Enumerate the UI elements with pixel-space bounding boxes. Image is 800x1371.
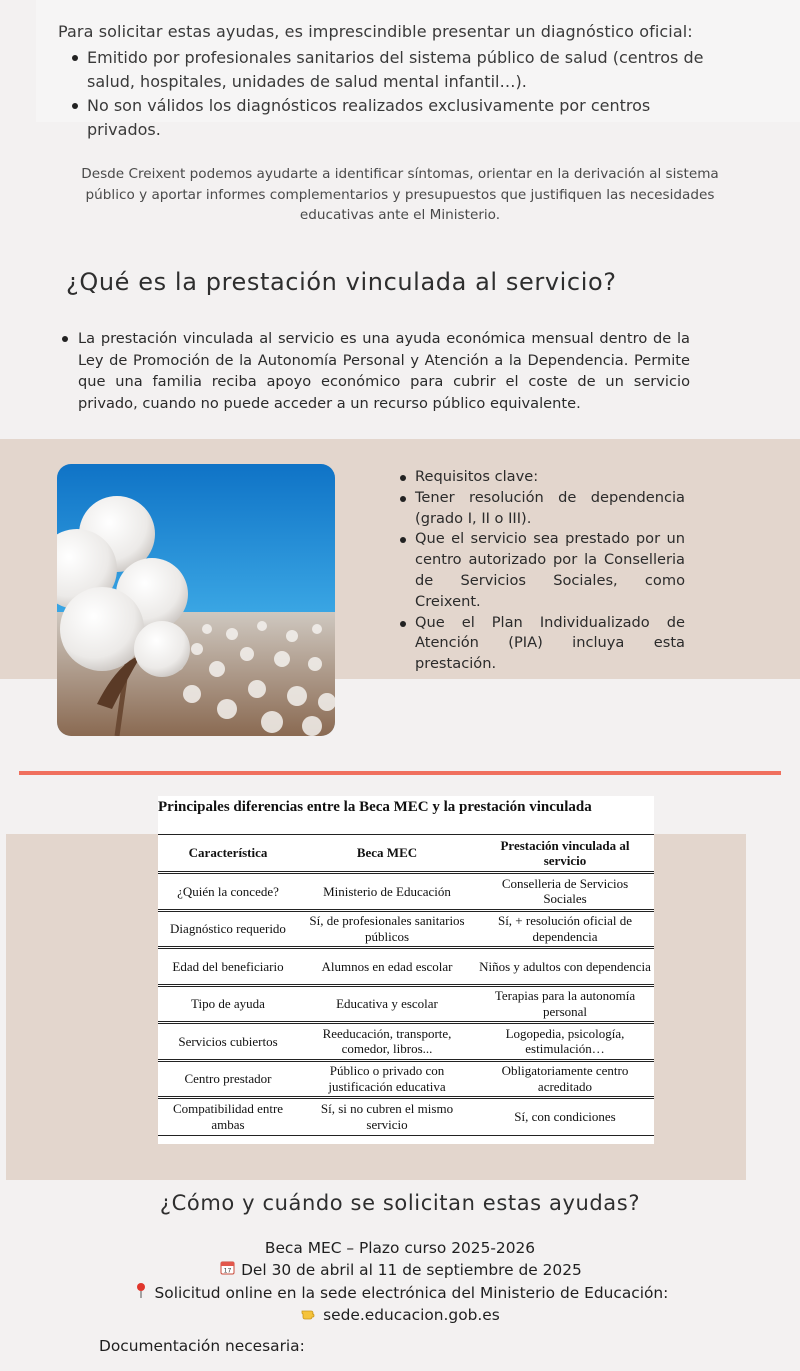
table-cell: Tipo de ayuda (191, 996, 265, 1011)
table-cell: Educativa y escolar (336, 996, 438, 1011)
table-cell: Sí, + resolución oficial de dependencia (497, 913, 633, 944)
requirements-list (415, 467, 685, 675)
table-cell: Sí, con condiciones (514, 1109, 616, 1124)
date-range: Del 30 de abril al 11 de septiembre de 2025 (241, 1261, 582, 1280)
table-cell: Ministerio de Educación (323, 883, 451, 899)
table-row (158, 985, 654, 1023)
header-cell: Característica (188, 845, 268, 861)
comparison-table (158, 834, 654, 1136)
list-item: Que el Plan Individualizado de Atención (PIA) incluya esta prestación. (415, 613, 685, 675)
online-application-line (0, 1282, 800, 1304)
table-cell: ¿Quién la concede? (177, 883, 279, 899)
table-row (158, 1098, 654, 1136)
table-cell: Público o privado con justificación educativa (328, 1063, 446, 1094)
list-item: Tener resolución de dependencia (grado I, II o III). (415, 488, 685, 530)
cotton-field-illustration (57, 464, 335, 736)
svg-text:17: 17 (223, 1267, 231, 1275)
cotton-field-photo (57, 464, 335, 736)
beca-mec-period: Beca MEC – Plazo curso 2025-2026 (264, 1239, 536, 1257)
table-cell: Diagnóstico requerido (170, 921, 286, 936)
table-cell: Niños y adultos con dependencia (479, 958, 651, 974)
table-cell: Compatibilidad entre ambas (172, 1101, 284, 1132)
table-cell: Servicios cubiertos (178, 1033, 278, 1049)
online-application-text: Solicitud online en la sede electrónica del Ministerio de Educación: (154, 1283, 669, 1302)
sede-link-line (0, 1304, 800, 1326)
accent-divider (19, 771, 781, 775)
creixent-paragraph: Desde Creixent podemos ayudarte a identificar síntomas, orientar en la derivación al sistema público y aportar informes complementarios y presupuestos que justifiquen las necesidades educativas ante el Ministerio. (81, 166, 719, 223)
diagnosis-intro: Para solicitar estas ayudas, es imprescindible presentar un diagnóstico oficial: (58, 22, 693, 41)
table-cell: Logopedia, psicología, estimulación… (505, 1025, 625, 1057)
table-cell: Obligatoriamente centro acreditado (501, 1063, 629, 1094)
table-cell: Centro prestador (184, 1071, 272, 1086)
table-cell: Terapias para la autonomía personal (494, 988, 636, 1019)
table-cell: Conselleria de Servicios Sociales (501, 875, 629, 907)
table-row (158, 948, 654, 986)
table-header-row (158, 835, 654, 873)
table-row (158, 873, 654, 911)
calendar-icon (218, 1259, 236, 1281)
table-row (158, 1023, 654, 1061)
table-cell: Sí, si no cubren el mismo servicio (320, 1101, 454, 1132)
pointing-hand-icon (300, 1304, 318, 1326)
list-item: La prestación vinculada al servicio es una ayuda económica mensual dentro de la Ley de Promoción de la Autonomía Personal y Atención a la Dependencia. Permite que una familia reciba apoyo económico para cubrir el coste de un servicio privado, cuando no puede acceder a un recurso público equivalente. (78, 328, 690, 414)
header-cell: Prestación vinculada al servicio (500, 837, 630, 868)
table-cell: Alumnos en edad escolar (321, 958, 453, 974)
section-heading-how: ¿Cómo y cuándo se solicitan estas ayudas? (159, 1191, 641, 1215)
beca-mec-details (0, 1237, 800, 1327)
table-cell: Reeducación, transporte, comedor, libros... (322, 1025, 452, 1057)
table-row (158, 1060, 654, 1098)
list-item: Requisitos clave: (415, 467, 685, 488)
diagnosis-list (87, 46, 707, 142)
list-item: Emitido por profesionales sanitarios del sistema público de salud (centros de salud, hospitales, unidades de salud mental infantil…). (87, 46, 707, 94)
list-item: No son válidos los diagnósticos realizados exclusivamente por centros privados. (87, 94, 707, 142)
table-cell: Edad del beneficiario (172, 958, 284, 974)
table-row (158, 910, 654, 948)
section-heading-prestacion: ¿Qué es la prestación vinculada al servicio? (66, 268, 617, 296)
table-cell: Sí, de profesionales sanitarios públicos (309, 913, 465, 944)
table-title: Principales diferencias entre la Beca MEC y la prestación vinculada (158, 799, 592, 815)
pin-icon (132, 1282, 150, 1304)
date-range-line (0, 1259, 800, 1281)
header-cell: Beca MEC (356, 845, 418, 861)
prestacion-description-list (78, 328, 690, 414)
list-item: Que el servicio sea prestado por un centro autorizado por la Conselleria de Servicios Sociales, como Creixent. (415, 529, 685, 612)
documentation-label: Documentación necesaria: (99, 1337, 305, 1355)
sede-link[interactable]: sede.educacion.gob.es (323, 1306, 500, 1325)
